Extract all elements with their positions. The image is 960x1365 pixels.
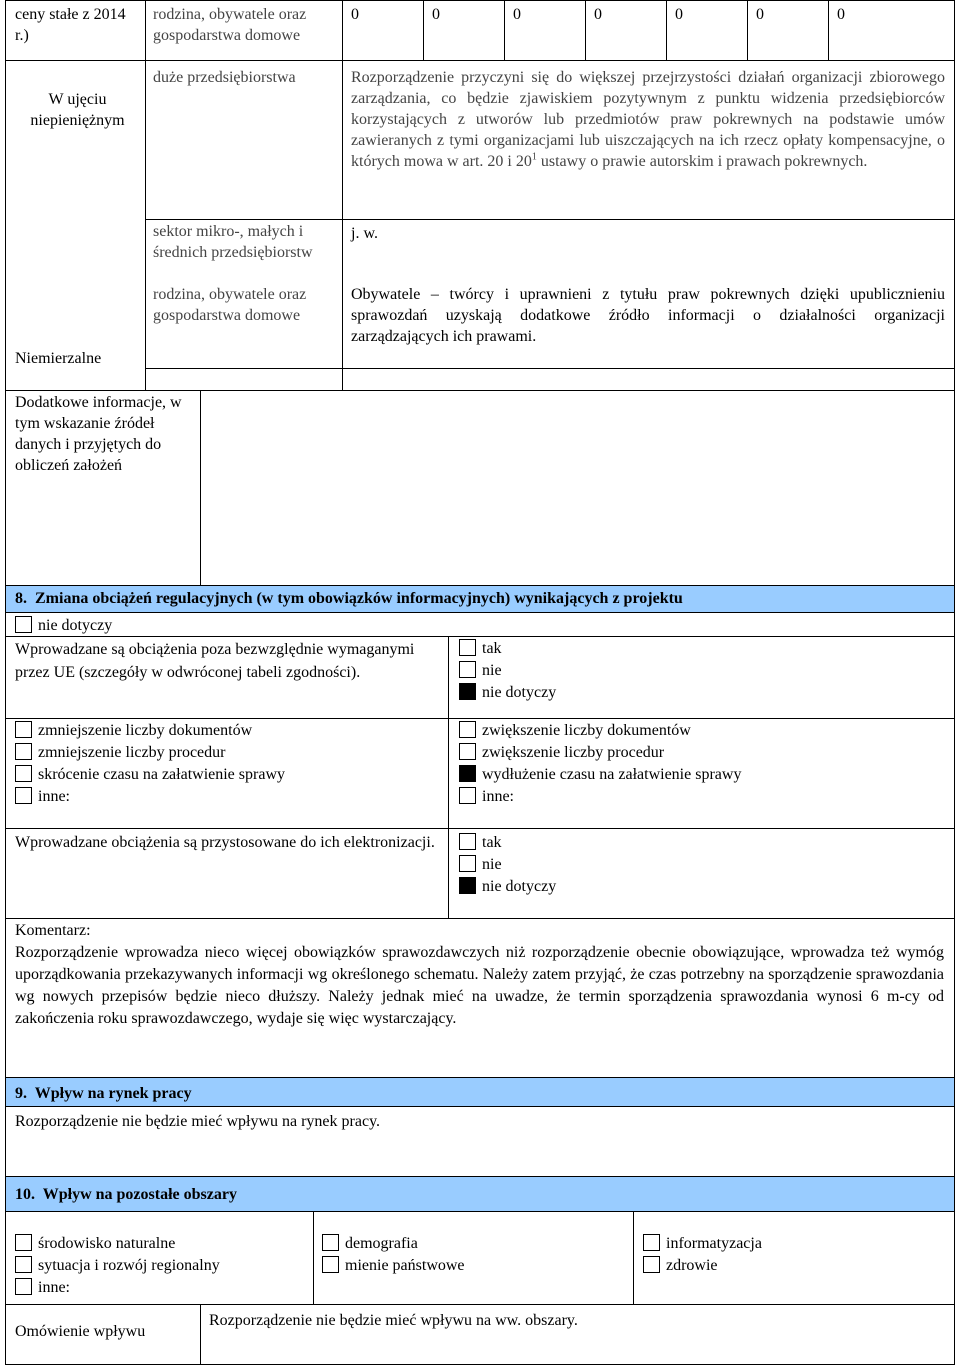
checkbox-icon[interactable] [322, 1234, 339, 1251]
large-enterprises-label: duże przedsiębiorstwa [153, 69, 296, 86]
option-nie[interactable]: nie [459, 854, 556, 876]
checkbox-icon[interactable] [459, 743, 476, 760]
option-informatization[interactable]: informatyzacja [643, 1233, 762, 1255]
checkbox-icon[interactable] [459, 721, 476, 738]
unmeasurable-label: Niemierzalne [15, 350, 102, 367]
option-nie-dotyczy[interactable]: nie dotyczy [459, 682, 556, 704]
not-applicable-option[interactable]: nie dotyczy [15, 615, 112, 636]
electronic-question: Wprowadzane obciążenia są przystosowane do ich elektronizacji. [15, 834, 435, 851]
option-other[interactable]: inne: [15, 786, 285, 808]
checkbox-checked-icon[interactable] [459, 877, 476, 894]
option-state-property[interactable]: mienie państwowe [322, 1255, 465, 1277]
checkbox-icon[interactable] [459, 833, 476, 850]
additional-info-label: Dodatkowe informacje, w tym wskazanie źródeł danych i przyjętych do obliczeń założeń [15, 394, 182, 474]
checkbox-icon[interactable] [459, 639, 476, 656]
electronic-options [459, 832, 556, 898]
checkbox-icon[interactable] [15, 743, 32, 760]
comment-text: Rozporządzenie wprowadza nieco więcej obowiązków sprawozdawczych niż rozporządzenie obecnie obowiązujące, wprowadza też wymóg uporządkowania przekazywanych informacji wg określonego schematu. Należy zatem przyjąć, że czas potrzebny na sporządzenie sprawozdania wg nowych przepisów będzie nieco dłuższy. Należy jednak mieć na uwadze, że termin sporządzenia sprawozdania wynosi 6 m-cy od zakończenia roku sprawozdawczego, wydaje się więc wystarczający. [15, 944, 944, 1027]
impact-areas-col3 [643, 1233, 762, 1277]
checkbox-icon[interactable] [643, 1234, 660, 1251]
impact-discussion-label: Omówienie wpływu [15, 1323, 146, 1340]
section-8-title: 8. Zmiana obciążeń regulacyjnych (w tym obowiązków informacyjnych) wynikających z projektu [15, 590, 683, 607]
comment-label: Komentarz: [15, 922, 91, 939]
section-10-title: 10. Wpływ na pozostałe obszary [15, 1186, 237, 1203]
option-regional-development[interactable]: sytuacja i rozwój regionalny [15, 1255, 220, 1277]
eu-question: Wprowadzane są obciążenia poza bezwzględnie wymaganymi przez UE (szczegóły w odwróconej tabeli zgodności). [15, 641, 415, 681]
option-tak[interactable]: tak [459, 638, 556, 660]
reduce-options [15, 720, 285, 808]
impact-areas-col1 [15, 1233, 220, 1299]
section-9-text: Rozporządzenie nie będzie mieć wpływu na rynek pracy. [15, 1113, 381, 1130]
impact-discussion-text: Rozporządzenie nie będzie mieć wpływu na ww. obszary. [209, 1312, 578, 1329]
checkbox-icon[interactable] [459, 855, 476, 872]
value-cell: 0 [756, 6, 764, 23]
impact-areas-col2 [322, 1233, 465, 1277]
option-demography[interactable]: demografia [322, 1233, 465, 1255]
checkbox-icon[interactable] [15, 1234, 32, 1251]
option-increase-procedures[interactable]: zwiększenie liczby procedur [459, 742, 741, 764]
large-enterprises-text: Rozporządzenie przyczyni się do większej przejrzystości działań organizacji zbiorowego zarządzania, co będzie zjawiskiem pozytywnym z punktu widzenia przedsiębiorców korzystających z utworów lub przedmiotów praw pokrewnych na podstawie umów zawieranych z tymi organizacjami lub uiszczających na ich rzecz opłaty kompensacyjne, o których mowa w art. 20 i $20^1$ ustawy o prawie autorskim i prawach pokrewnych. [351, 69, 945, 170]
option-environment[interactable]: środowisko naturalne [15, 1233, 220, 1255]
option-tak[interactable]: tak [459, 832, 556, 854]
option-reduce-documents[interactable]: zmniejszenie liczby dokumentów [15, 720, 285, 742]
value-cell: 0 [837, 6, 845, 23]
nonmonetary-label: W ujęciu niepieniężnym [30, 91, 125, 129]
value-cell: 0 [675, 6, 683, 23]
increase-options [459, 720, 741, 808]
checkbox-icon[interactable] [15, 765, 32, 782]
checkbox-checked-icon[interactable] [459, 765, 476, 782]
price-basis-label: ceny stałe z 2014 r.) [15, 6, 126, 44]
households-label: rodzina, obywatele oraz gospodarstwa domowe [153, 6, 307, 44]
option-increase-documents[interactable]: zwiększenie liczby dokumentów [459, 720, 741, 742]
option-nie-dotyczy[interactable]: nie dotyczy [459, 876, 556, 898]
checkbox-checked-icon[interactable] [459, 683, 476, 700]
checkbox-icon[interactable] [15, 1278, 32, 1295]
value-cell: 0 [594, 6, 602, 23]
checkbox-icon[interactable] [459, 787, 476, 804]
checkbox-icon[interactable] [322, 1256, 339, 1273]
option-other[interactable]: inne: [15, 1277, 220, 1299]
checkbox-icon[interactable] [15, 721, 32, 738]
option-reduce-procedures[interactable]: zmniejszenie liczby procedur [15, 742, 285, 764]
section-9-title: 9. Wpływ na rynek pracy [15, 1085, 192, 1102]
checkbox-icon[interactable] [15, 787, 32, 804]
option-other[interactable]: inne: [459, 786, 741, 808]
checkbox-icon[interactable] [15, 1256, 32, 1273]
value-cell: 0 [432, 6, 440, 23]
option-nie[interactable]: nie [459, 660, 556, 682]
sme-text: j. w. [351, 225, 378, 242]
eu-options [459, 638, 556, 704]
checkbox-icon[interactable] [459, 661, 476, 678]
sme-label: sektor mikro-, małych i średnich przedsiębiorstw [153, 223, 313, 261]
option-shorten-time[interactable]: skrócenie czasu na załatwienie sprawy [15, 764, 285, 786]
households-text: Obywatele – twórcy i uprawnieni z tytułu praw pokrewnych dzięki upublicznieniu sprawozdań uzyskają dodatkowe źródło informacji o działalności organizacji zarządzających ich prawami. [351, 286, 945, 345]
zero-values-row [351, 4, 951, 25]
checkbox-icon[interactable] [643, 1256, 660, 1273]
option-extend-time[interactable]: wydłużenie czasu na załatwienie sprawy [459, 764, 741, 786]
value-cell: 0 [513, 6, 521, 23]
checkbox-icon[interactable] [15, 616, 32, 633]
option-health[interactable]: zdrowie [643, 1255, 762, 1277]
value-cell: 0 [351, 6, 359, 23]
households-label-2: rodzina, obywatele oraz gospodarstwa domowe [153, 286, 307, 324]
